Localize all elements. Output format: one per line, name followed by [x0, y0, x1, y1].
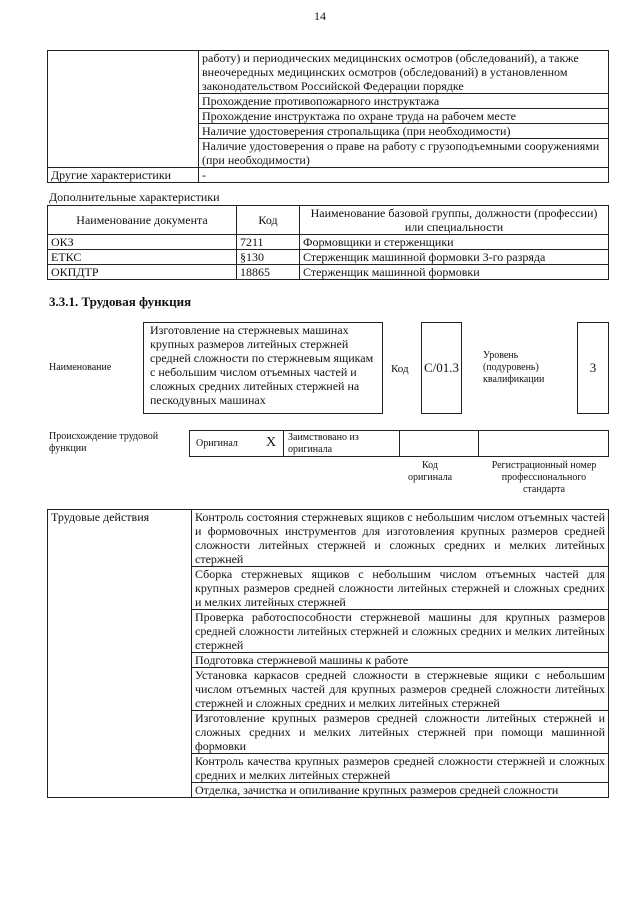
other-characteristics-label: Другие характеристики	[48, 168, 199, 183]
additional-characteristics-table	[47, 205, 609, 280]
header-code: Код	[237, 206, 300, 235]
action-item: Изготовление крупных размеров средней сложности литейных стержней и сложных средних и мелких литейных стержней при помощи машинной формовки	[192, 711, 609, 754]
divider	[478, 431, 479, 456]
table-cell: Наличие удостоверения стропальщика (при необходимости)	[199, 124, 609, 139]
reg-number-label: Регистрационный номер профессионального стандарта	[491, 460, 597, 495]
table-row	[48, 510, 609, 567]
table-header-row	[48, 206, 609, 235]
table-label-cell	[48, 51, 199, 168]
name-cell: Стерженщик машинной формовки 3-го разряда	[300, 250, 609, 265]
table-row	[48, 51, 609, 94]
labor-actions-table	[47, 509, 609, 798]
doc-cell: ОКПДТР	[48, 265, 237, 280]
table-row	[48, 168, 609, 183]
action-item: Контроль качества крупных размеров средней сложности стержней и сложных средних и мелких литейных стержней	[192, 754, 609, 783]
code-cell: 7211	[237, 235, 300, 250]
original-mark: X	[266, 435, 277, 450]
table-row	[48, 250, 609, 265]
table-cell: Прохождение инструктажа по охране труда на рабочем месте	[199, 109, 609, 124]
origin-label: Происхождение трудовой функции	[49, 431, 159, 454]
table-row	[48, 235, 609, 250]
name-cell: Формовщики и стерженщики	[300, 235, 609, 250]
table-cell: Прохождение противопожарного инструктажа	[199, 94, 609, 109]
code-cell: §130	[237, 250, 300, 265]
action-item: Подготовка стержневой машины к работе	[192, 653, 609, 668]
action-item: Проверка работоспособности стержневой машины для крупных размеров средней сложности литейных стержней и сложных средних и мелких литейных стержней	[192, 610, 609, 653]
page-number: 14	[314, 9, 326, 23]
doc-cell: ЕТКС	[48, 250, 237, 265]
header-doc: Наименование документа	[48, 206, 237, 235]
header-name: Наименование базовой группы, должности (профессии) или специальности	[300, 206, 609, 235]
labor-actions-label: Трудовые действия	[48, 510, 192, 798]
other-characteristics-value: -	[199, 168, 609, 183]
borrowed-label: Заимствовано из оригинала	[288, 432, 359, 455]
level-label: Уровень (подуровень) квалификации	[483, 350, 545, 385]
action-item: Установка каркасов средней сложности в стержневые ящики с небольшим числом отъемных частей для крупных размеров средней сложности литейных стержней и сложных средних и мелких литейных стержней	[192, 668, 609, 711]
origin-code-label: Код оригинала	[407, 460, 453, 483]
action-item: Отделка, зачистка и опиливание крупных размеров средней сложности	[192, 783, 609, 798]
original-label: Оригинал	[196, 438, 238, 449]
table-cell: работу) и периодических медицинских осмотров (обследований), а также внеочередных медицинских осмотров (обследований) в установленном законодательством Российской Федерации порядке	[199, 51, 609, 94]
doc-cell: ОКЗ	[48, 235, 237, 250]
action-item: Контроль состояния стержневых ящиков с небольшим числом отъемных частей и формовочных инструментов для изготовления крупных размеров средней сложности литейных стержней и сложных средних и мелких литейных стержней	[192, 510, 609, 567]
divider	[283, 431, 284, 456]
name-cell: Стерженщик машинной формовки	[300, 265, 609, 280]
section-title: 3.3.1. Трудовая функция	[49, 294, 192, 309]
function-code-box: C/01.3	[421, 322, 462, 414]
origin-row	[189, 430, 609, 457]
additional-characteristics-title: Дополнительные характеристики	[49, 190, 220, 204]
action-item: Сборка стержневых ящиков с небольшим числом отъемных частей для крупных размеров средней сложности литейных стержней и сложных средних и мелких литейных стержней	[192, 567, 609, 610]
table-cell: Наличие удостоверения о праве на работу с грузоподъемными сооружениями (при необходимости)	[199, 139, 609, 168]
code-label: Код	[391, 363, 409, 375]
code-cell: 18865	[237, 265, 300, 280]
name-label: Наименование	[49, 362, 112, 373]
requirements-table	[47, 50, 609, 183]
table-row	[48, 265, 609, 280]
divider	[399, 431, 400, 456]
level-box: 3	[577, 322, 609, 414]
function-name-box: Изготовление на стержневых машинах крупных размеров литейных стержней средней сложности по стержневым ящикам с небольшим числом отъемных частей и сложных средних литейных стержней на пескодувных машинах	[143, 322, 383, 414]
